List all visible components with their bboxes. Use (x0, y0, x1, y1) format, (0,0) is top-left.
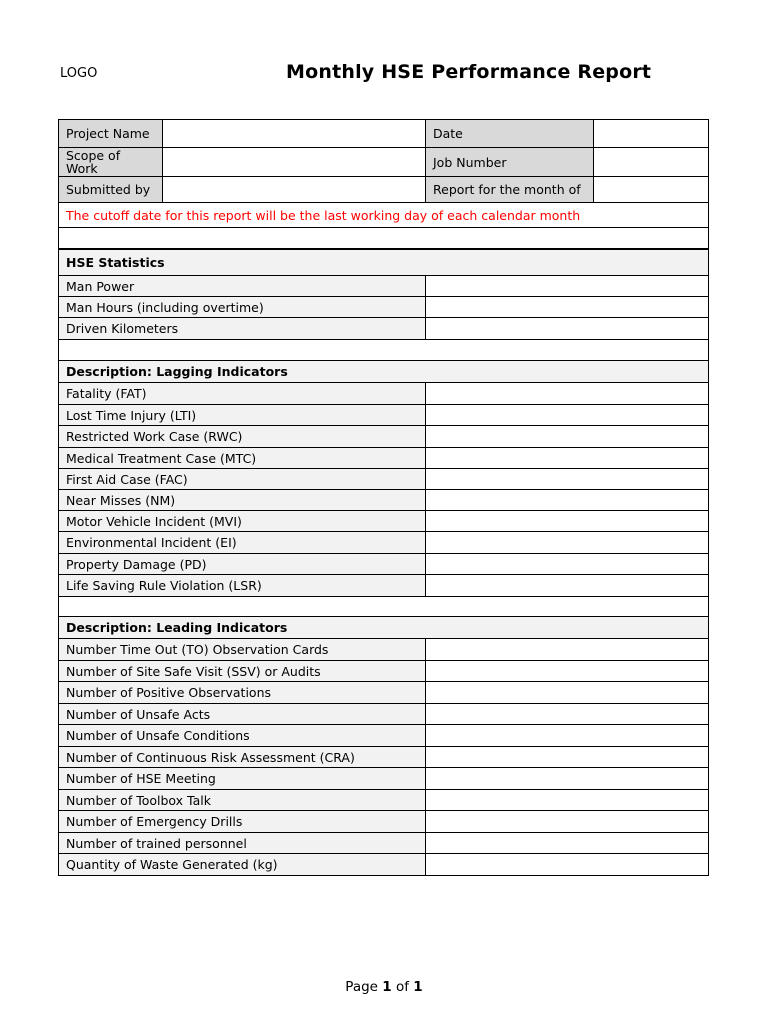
leading-indicator-label: Number of Positive Observations (59, 682, 426, 704)
leading-indicator-field[interactable] (426, 682, 709, 704)
lagging-indicator-field[interactable] (426, 383, 709, 405)
report-title: Monthly HSE Performance Report (286, 61, 652, 83)
leading-indicator-label: Number of Emergency Drills (59, 811, 426, 833)
leading-indicator-field[interactable] (426, 833, 709, 854)
leading-indicator-field[interactable] (426, 790, 709, 811)
leading-indicator-field[interactable] (426, 725, 709, 747)
leading-indicator-field[interactable] (426, 854, 709, 876)
lagging-indicator-label: Life Saving Rule Violation (LSR) (59, 575, 426, 597)
lagging-indicator-label: Restricted Work Case (RWC) (59, 426, 426, 448)
leading-indicator-label: Number of Toolbox Talk (59, 790, 426, 811)
leading-indicator-label: Number of Site Safe Visit (SSV) or Audits (59, 661, 426, 682)
leading-indicator-label: Number of Continuous Risk Assessment (CRA) (59, 747, 426, 768)
lagging-indicator-label: Fatality (FAT) (59, 383, 426, 405)
scope-of-work-field[interactable] (163, 148, 426, 177)
submitted-by-label: Submitted by (59, 177, 163, 203)
project-info-table (58, 119, 709, 249)
cutoff-note: The cutoff date for this report will be the last working day of each calendar month (59, 203, 709, 228)
lagging-indicator-label: First Aid Case (FAC) (59, 469, 426, 490)
leading-indicator-label: Number of Unsafe Acts (59, 704, 426, 725)
stat-value-field[interactable] (426, 318, 709, 340)
leading-indicator-field[interactable] (426, 768, 709, 790)
report-month-label: Report for the month of (426, 177, 594, 203)
submitted-by-field[interactable] (163, 177, 426, 203)
total-pages-number: 1 (413, 979, 423, 995)
leading-indicator-field[interactable] (426, 639, 709, 661)
leading-indicator-label: Number of Unsafe Conditions (59, 725, 426, 747)
current-page-number: 1 (382, 979, 392, 995)
report-month-field[interactable] (594, 177, 709, 203)
lagging-indicator-label: Near Misses (NM) (59, 490, 426, 511)
page-label: Page (345, 979, 378, 995)
lagging-indicators-heading: Description: Lagging Indicators (59, 361, 709, 383)
lagging-indicator-field[interactable] (426, 469, 709, 490)
stat-label: Man Hours (including overtime) (59, 297, 426, 318)
leading-indicator-field[interactable] (426, 661, 709, 682)
stat-label: Driven Kilometers (59, 318, 426, 340)
lagging-indicator-field[interactable] (426, 575, 709, 597)
hse-statistics-table (58, 249, 709, 876)
lagging-indicator-label: Lost Time Injury (LTI) (59, 405, 426, 426)
leading-indicator-label: Number Time Out (TO) Observation Cards (59, 639, 426, 661)
leading-indicator-field[interactable] (426, 747, 709, 768)
page-footer (0, 979, 768, 995)
scope-of-work-label: Scope of Work (59, 148, 163, 177)
lagging-indicator-field[interactable] (426, 490, 709, 511)
lagging-indicator-field[interactable] (426, 554, 709, 575)
project-name-field[interactable] (163, 120, 426, 148)
date-field[interactable] (594, 120, 709, 148)
lagging-indicator-label: Medical Treatment Case (MTC) (59, 448, 426, 469)
stat-value-field[interactable] (426, 276, 709, 297)
of-label: of (395, 979, 409, 995)
job-number-label: Job Number (426, 148, 594, 177)
logo-placeholder: LOGO (60, 66, 98, 81)
project-name-label: Project Name (59, 120, 163, 148)
lagging-indicator-field[interactable] (426, 405, 709, 426)
stat-label: Man Power (59, 276, 426, 297)
lagging-indicator-label: Property Damage (PD) (59, 554, 426, 575)
date-label: Date (426, 120, 594, 148)
leading-indicator-label: Number of trained personnel (59, 833, 426, 854)
stat-value-field[interactable] (426, 297, 709, 318)
leading-indicator-field[interactable] (426, 704, 709, 725)
blank-row (59, 340, 709, 361)
leading-indicator-label: Number of HSE Meeting (59, 768, 426, 790)
blank-row (59, 228, 709, 249)
leading-indicator-field[interactable] (426, 811, 709, 833)
job-number-field[interactable] (594, 148, 709, 177)
lagging-indicator-field[interactable] (426, 448, 709, 469)
lagging-indicator-field[interactable] (426, 511, 709, 532)
lagging-indicator-label: Environmental Incident (EI) (59, 532, 426, 554)
leading-indicators-heading: Description: Leading Indicators (59, 617, 709, 639)
hse-statistics-heading: HSE Statistics (59, 250, 709, 276)
lagging-indicator-field[interactable] (426, 532, 709, 554)
lagging-indicator-label: Motor Vehicle Incident (MVI) (59, 511, 426, 532)
lagging-indicator-field[interactable] (426, 426, 709, 448)
blank-row (59, 597, 709, 617)
leading-indicator-label: Quantity of Waste Generated (kg) (59, 854, 426, 876)
